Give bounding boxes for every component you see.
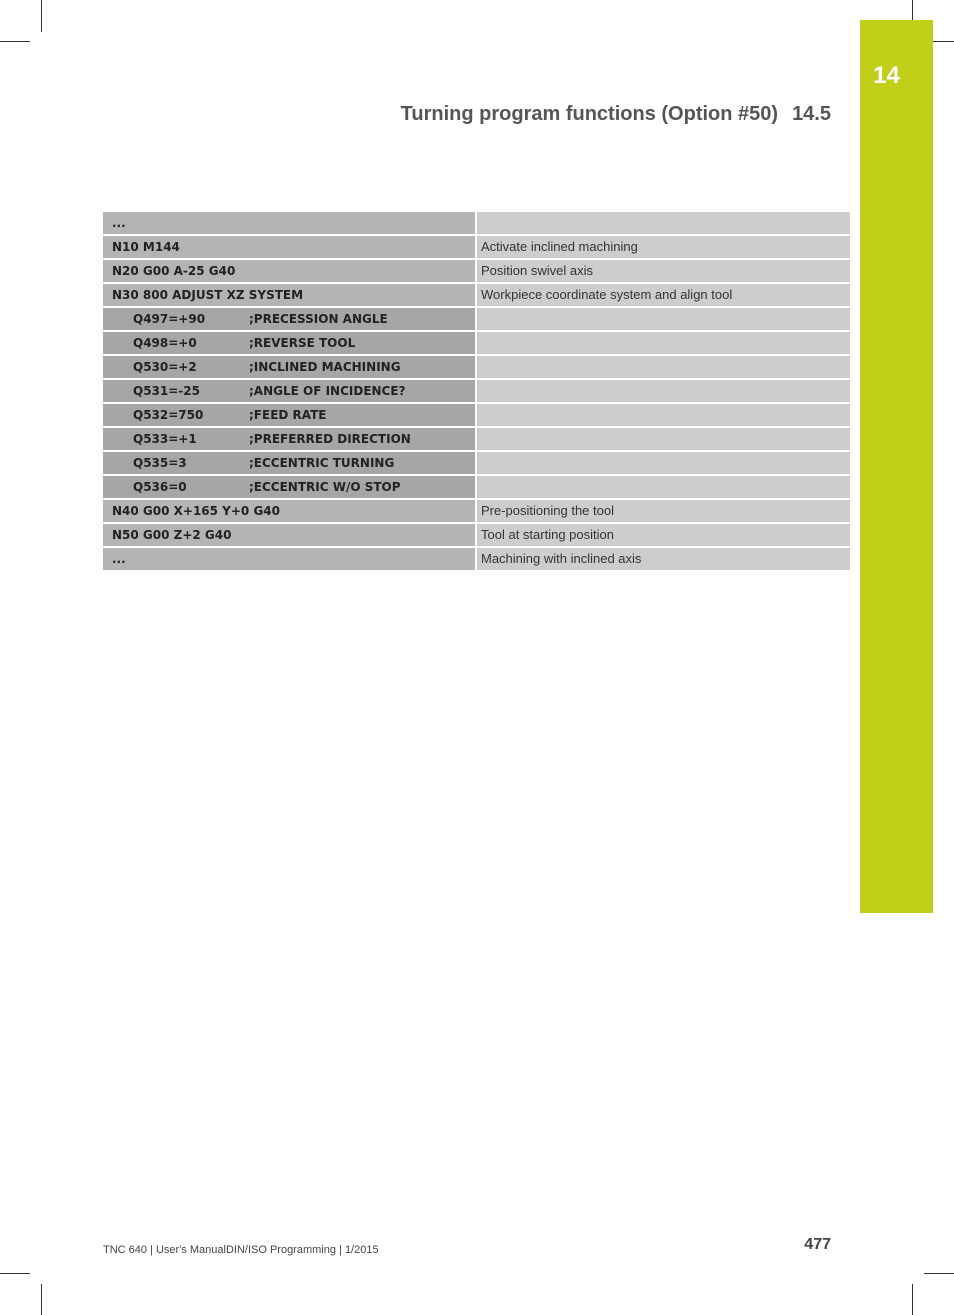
parameter-description: ;ECCENTRIC W/O STOP [249, 480, 401, 494]
table-row [103, 524, 850, 546]
comment-cell: Tool at starting position [477, 524, 850, 546]
comment-cell [477, 428, 850, 450]
table-row [103, 332, 850, 354]
comment-cell [477, 476, 850, 498]
parameter-value: Q532=750 [133, 408, 204, 422]
crop-mark [0, 1273, 30, 1274]
comment-cell: Pre-positioning the tool [477, 500, 850, 522]
chapter-tab [860, 20, 933, 913]
parameter-cell [103, 380, 475, 402]
table-row [103, 236, 850, 258]
parameter-description: ;ECCENTRIC TURNING [249, 456, 395, 470]
parameter-value: Q535=3 [133, 456, 187, 470]
code-cell: ... [103, 212, 475, 234]
header-title: Turning program functions (Option #50) [400, 103, 779, 125]
parameter-value: Q531=-25 [133, 384, 200, 398]
crop-mark [912, 0, 913, 20]
parameter-description: ;ANGLE OF INCIDENCE? [249, 384, 406, 398]
crop-mark [0, 41, 30, 42]
comment-cell [477, 404, 850, 426]
parameter-description: ;PREFERRED DIRECTION [249, 432, 411, 446]
comment-cell [477, 332, 850, 354]
parameter-value: Q533=+1 [133, 432, 197, 446]
crop-mark [912, 1284, 913, 1315]
table-row [103, 284, 850, 306]
table-row [103, 356, 850, 378]
parameter-description: ;INCLINED MACHINING [249, 360, 401, 374]
program-table [103, 212, 850, 572]
table-row [103, 452, 850, 474]
parameter-cell [103, 428, 475, 450]
comment-cell: Activate inclined machining [477, 236, 850, 258]
crop-mark [924, 1273, 954, 1274]
parameter-cell [103, 404, 475, 426]
parameter-cell [103, 308, 475, 330]
comment-cell [477, 308, 850, 330]
parameter-cell [103, 476, 475, 498]
table-row [103, 428, 850, 450]
parameter-value: Q536=0 [133, 480, 187, 494]
comment-cell: Workpiece coordinate system and align tool [477, 284, 850, 306]
page-header [401, 103, 831, 126]
parameter-cell [103, 332, 475, 354]
chapter-number: 14 [873, 62, 900, 89]
comment-cell [477, 356, 850, 378]
parameter-value: Q497=+90 [133, 312, 206, 326]
table-row [103, 500, 850, 522]
comment-cell [477, 212, 850, 234]
crop-mark [41, 1284, 42, 1315]
crop-mark [41, 0, 42, 32]
parameter-value: Q498=+0 [133, 336, 197, 350]
parameter-description: ;FEED RATE [249, 408, 327, 422]
code-cell: N50 G00 Z+2 G40 [103, 524, 475, 546]
parameter-cell [103, 356, 475, 378]
code-cell: N10 M144 [103, 236, 475, 258]
page-number: 477 [804, 1236, 831, 1253]
header-section: 14.5 [792, 103, 831, 125]
code-cell: N30 800 ADJUST XZ SYSTEM [103, 284, 475, 306]
comment-cell: Position swivel axis [477, 260, 850, 282]
footer-text: TNC 640 | User's ManualDIN/ISO Programming | 1/2015 [103, 1244, 379, 1256]
table-row [103, 212, 850, 234]
table-row [103, 404, 850, 426]
comment-cell [477, 452, 850, 474]
table-row [103, 476, 850, 498]
parameter-cell [103, 452, 475, 474]
parameter-value: Q530=+2 [133, 360, 197, 374]
comment-cell [477, 380, 850, 402]
code-cell: N40 G00 X+165 Y+0 G40 [103, 500, 475, 522]
table-row [103, 260, 850, 282]
parameter-description: ;REVERSE TOOL [249, 336, 356, 350]
comment-cell: Machining with inclined axis [477, 548, 850, 570]
parameter-description: ;PRECESSION ANGLE [249, 312, 388, 326]
table-row [103, 548, 850, 570]
table-row [103, 380, 850, 402]
code-cell: N20 G00 A-25 G40 [103, 260, 475, 282]
table-row [103, 308, 850, 330]
code-cell: ... [103, 548, 475, 570]
